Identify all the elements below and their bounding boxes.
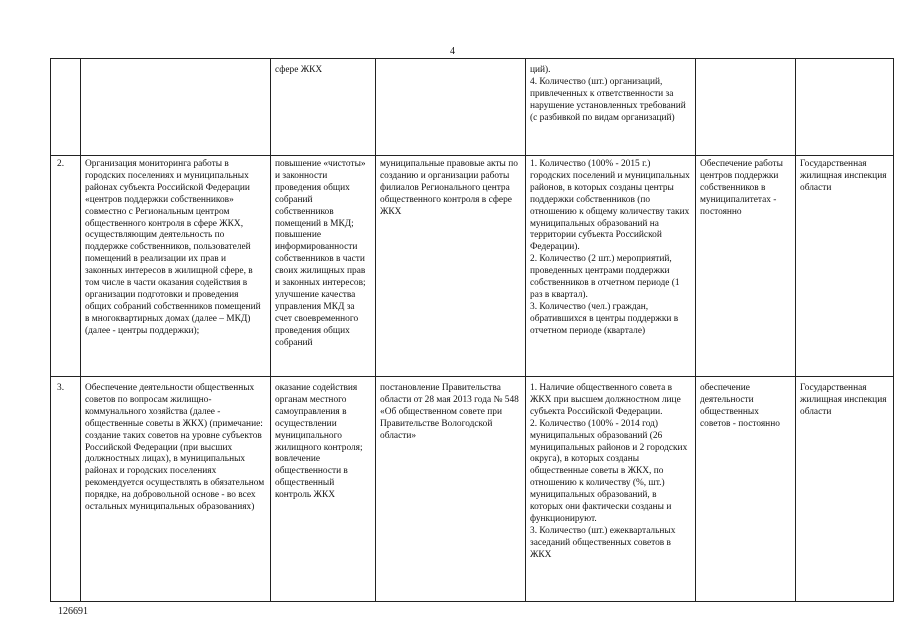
table-row [51,156,894,377]
measures-table [50,58,894,602]
activity-cell: Организация мониторинга работы в городских поселениях и муниципальных районах субъекта Российской Федерации «центров поддержки собственников» совместно с Региональным центром общественного контроля в сфере ЖКХ, осуществляющим деятельность по поддержке собственников, пользователей помещений в реализации их прав и законных интересов в жилищной сфере, в том числе в части оказания содействия в организации подготовки и проведения общих собраний собственников помещений в многоквартирных домах (далее – МКД) (далее - центры поддержки); [81,156,271,377]
row-number: 3. [51,377,81,602]
deadline-cell: обеспечение деятельности общественных советов - постоянно [696,377,796,602]
goal-cell: оказание содействия органам местного самоуправления в осуществлении муниципального жилищного контроля; вовлечение общественности в общественный контроль ЖКХ [271,377,376,602]
indicators-cell: ций). 4. Количество (шт.) организаций, привлеченных к ответственности за нарушение установленных требований (с разбивкой по видам организаций) [526,59,696,156]
deadline-cell: Обеспечение работы центров поддержки собственников в муниципалитетах - постоянно [696,156,796,377]
goal-cell: повышение «чистоты» и законности проведения общих собраний собственников помещений в МКД; повышение информированности собственников в части своих жилищных прав и законных интересов; улучшение качества управления МКД за счет своевременного проведения общих собраний [271,156,376,377]
row-number: 2. [51,156,81,377]
row-number [51,59,81,156]
responsible-cell: Государственная жилищная инспекция области [796,156,894,377]
legal-basis-cell [376,59,526,156]
table-row [51,59,894,156]
legal-basis-cell: муниципальные правовые акты по созданию и организации работы филиалов Регионального центра общественного контроля в сфере ЖКХ [376,156,526,377]
page-number: 4 [450,46,455,57]
goal-cell: сфере ЖКХ [271,59,376,156]
activity-cell [81,59,271,156]
indicators-cell: 1. Наличие общественного совета в ЖКХ при высшем должностном лице субъекта Российской Федерации. 2. Количество (100% - 2014 год) муниципальных образований (26 муниципальных районов и 2 городских округа), в которых созданы общественные советы в ЖКХ, по отношению к количеству (%, шт.) муниципальных образований, в которых они фактически созданы и функционируют. 3. Количество (шт.) ежеквартальных заседаний общественных советов в ЖКХ [526,377,696,602]
deadline-cell [696,59,796,156]
indicators-cell: 1. Количество (100% - 2015 г.) городских поселений и муниципальных районов, в которых созданы центры поддержки собственников (по отношению к общему количеству таких муниципальных образований на территории субъекта Российской Федерации). 2. Количество (2 шт.) мероприятий, проведенных центрами поддержки собственников в отчетном периоде (1 раз в квартал). 3. Количество (чел.) граждан, обратившихся в центры поддержки в отчетном периоде (квартале) [526,156,696,377]
document-code: 126691 [58,606,88,617]
responsible-cell: Государственная жилищная инспекция области [796,377,894,602]
responsible-cell [796,59,894,156]
table-row [51,377,894,602]
legal-basis-cell: постановление Правительства области от 28 мая 2013 года № 548 «Об общественном совете при Правительстве Вологодской области» [376,377,526,602]
activity-cell: Обеспечение деятельности общественных советов по вопросам жилищно-коммунального хозяйства (далее - общественные советы в ЖКХ) (примечание: создание таких советов на уровне субъектов Российской Федерации (при высших должностных лицах), в муниципальных районах и городских поселениях рекомендуется осуществлять в обязательном порядке, на добровольной основе - во всех остальных муниципальных образованиях) [81,377,271,602]
